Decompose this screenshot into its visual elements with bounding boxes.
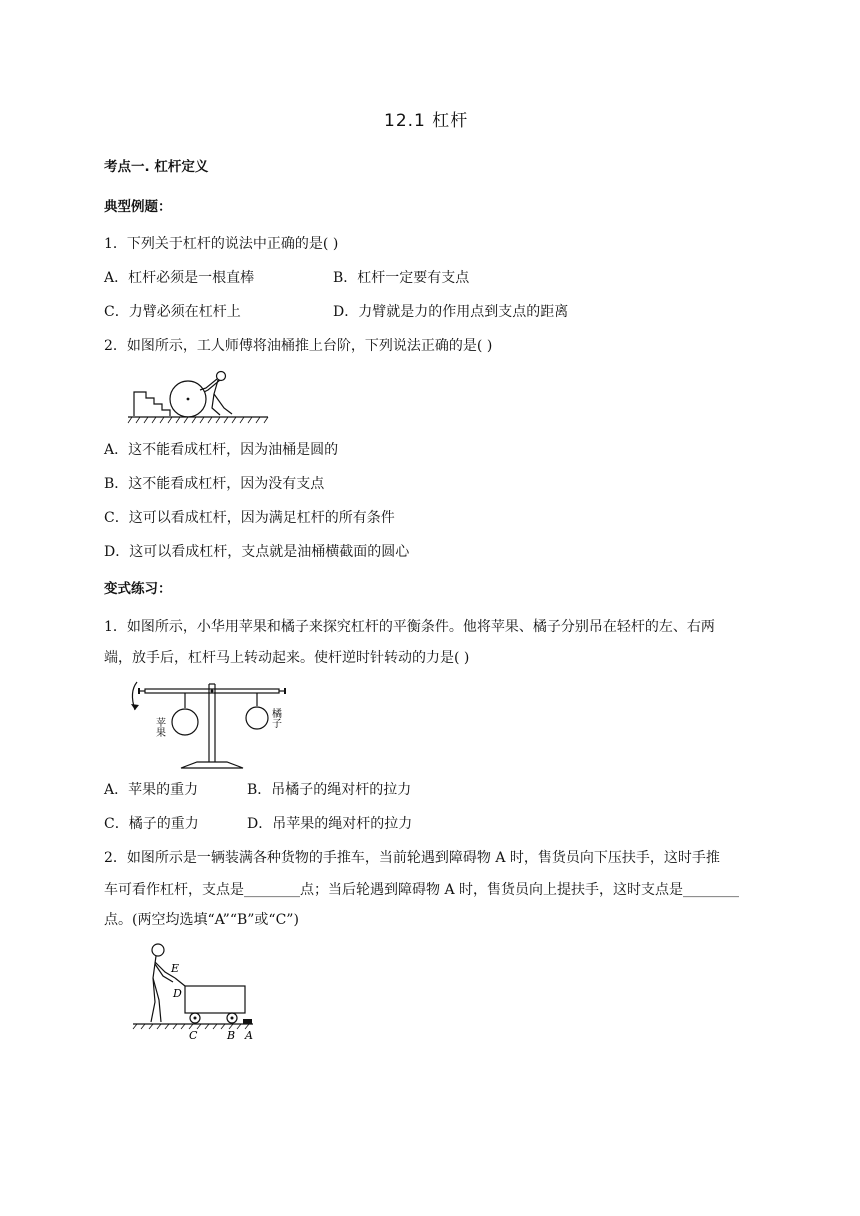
question-2-stem: 2．如图所示，工人师傅将油桶推上台阶，下列说法正确的是( ) — [104, 338, 493, 354]
cart-label-a: A — [245, 1029, 253, 1042]
cart-figure — [131, 942, 266, 1042]
oil-drum-figure — [128, 368, 288, 428]
example-heading: 典型例题： — [104, 199, 172, 215]
practice-1-line-2: 端，放手后，杠杆马上转动起来。使杆逆时针转动的力是( ) — [104, 650, 470, 666]
practice-1-option-b: B．吊橘子的绳对杆的拉力 — [247, 782, 412, 798]
practice-heading: 变式练习： — [104, 581, 172, 597]
practice-1-option-c: C．橘子的重力 — [104, 816, 199, 832]
lever-figure-orange-label: 橘子 — [269, 708, 281, 728]
practice-2-line-3: 点。(两空均选填“A”“B”或“C”) — [104, 912, 299, 928]
section-heading: 考点一. 杠杆定义 — [104, 159, 209, 175]
practice-1-option-d: D．吊苹果的绳对杆的拉力 — [247, 816, 413, 832]
question-1-option-c: C．力臂必须在杠杆上 — [104, 304, 241, 320]
question-2-option-a: A．这不能看成杠杆，因为油桶是圆的 — [104, 442, 339, 458]
practice-2-line-2: 车可看作杠杆，支点是________点；当后轮遇到障碍物 A 时，售货员向上提扶手，这时支点是________ — [104, 882, 740, 898]
question-2-option-d: D．这可以看成杠杆，支点就是油桶横截面的圆心 — [104, 544, 410, 560]
question-1-option-a: A．杠杆必须是一根直棒 — [104, 270, 255, 286]
practice-1-line-1: 1．如图所示，小华用苹果和橘子来探究杠杆的平衡条件。他将苹果、橘子分别吊在轻杆的左、右两 — [104, 619, 715, 635]
practice-1-option-a: A．苹果的重力 — [104, 782, 199, 798]
cart-label-e: E — [171, 962, 180, 975]
cart-label-b: B — [227, 1029, 236, 1042]
question-1-option-b: B．杠杆一定要有支点 — [333, 270, 470, 286]
page-title: 12.1 杠杆 — [384, 111, 469, 131]
cart-label-d: D — [173, 987, 182, 1000]
lever-figure — [125, 680, 295, 772]
lever-figure-apple-label: 苹果 — [153, 717, 165, 737]
cart-label-c: C — [189, 1029, 198, 1042]
practice-2-line-1: 2．如图所示是一辆装满各种货物的手推车，当前轮遇到障碍物 A 时，售货员向下压扶手，这时手推 — [104, 850, 720, 866]
question-2-option-c: C．这可以看成杠杆，因为满足杠杆的所有条件 — [104, 510, 395, 526]
question-1-stem: 1．下列关于杠杆的说法中正确的是( ) — [104, 236, 339, 252]
question-1-option-d: D．力臂就是力的作用点到支点的距离 — [333, 304, 569, 320]
question-2-option-b: B．这不能看成杠杆，因为没有支点 — [104, 476, 325, 492]
